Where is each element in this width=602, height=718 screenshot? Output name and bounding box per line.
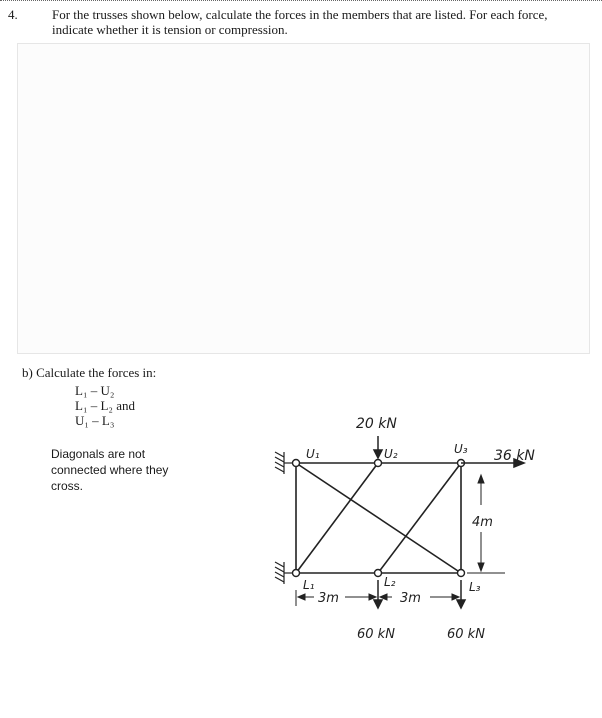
diagonal-l2-u3: [378, 463, 461, 573]
question-number: 4.: [8, 7, 18, 22]
height-label: 4m: [472, 515, 493, 530]
node-label-u1: U₁: [306, 447, 320, 461]
joint-l2: [375, 570, 382, 577]
member-u1-l3: U₁ – L₃: [75, 413, 115, 428]
load-label-u3: 36 kN: [494, 448, 535, 464]
joint-l3: [458, 570, 465, 577]
load-label-l2: 60 kN: [357, 627, 395, 642]
diagonal-l1-u2: [296, 463, 378, 573]
joint-u2: [375, 460, 382, 467]
member-l1-u2: L₁ – U₂: [75, 383, 115, 398]
part-b-prompt: b) Calculate the forces in:: [22, 365, 157, 380]
member-l1-l2: L₁ – L₂ and: [75, 398, 135, 413]
node-label-l2: L₂: [384, 575, 396, 589]
joint-l1: [293, 570, 300, 577]
node-label-u3: U₃: [454, 442, 468, 456]
node-label-l3: L₃: [469, 580, 481, 594]
load-label-u2: 20 kN: [356, 416, 397, 432]
span-label-2: 3m: [400, 591, 421, 606]
node-label-u2: U₂: [384, 447, 398, 461]
node-label-l1: L₁: [303, 578, 315, 592]
joint-u1: [293, 460, 300, 467]
diagonals-note: Diagonals are not connected where they cross.: [51, 447, 169, 493]
load-label-l3: 60 kN: [447, 627, 485, 642]
span-label-1: 3m: [318, 591, 339, 606]
question-text: For the trusses shown below, calculate the forces in the members that are listed. For each force, indicate whether it is tension or compression.: [52, 7, 548, 37]
diagonal-u1-l3: [296, 463, 461, 573]
